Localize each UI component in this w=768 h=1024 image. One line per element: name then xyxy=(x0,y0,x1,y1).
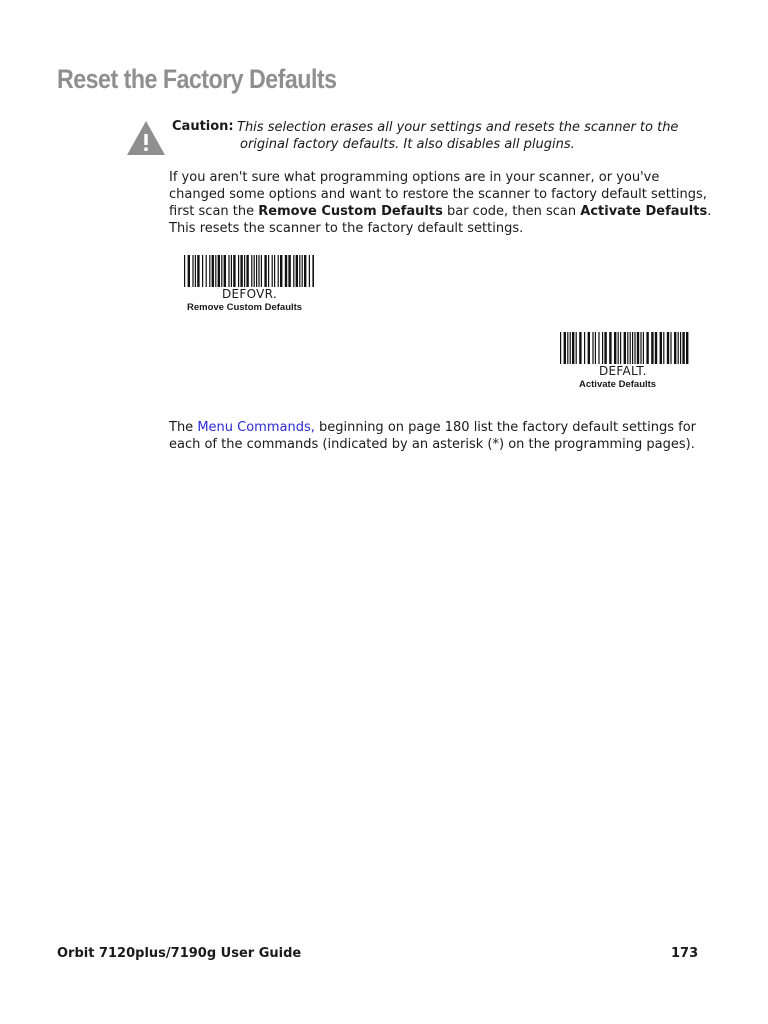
intro-line: This resets the scanner to the factory default settings. xyxy=(169,221,524,236)
barcode-code-text: DEFALT. xyxy=(599,364,647,378)
caution-line: This selection erases all your settings and resets the scanner to the xyxy=(237,120,679,135)
activate-defaults-ref: Activate Defaults xyxy=(580,204,708,219)
page-title: Reset the Factory Defaults xyxy=(57,64,337,94)
menu-note-line: The Menu Commands, beginning on page 180 list the factory default settings for xyxy=(169,420,697,435)
menu-note-line: each of the commands (indicated by an asterisk (*) on the programming pages). xyxy=(169,437,695,452)
menu-commands-paragraph xyxy=(169,419,729,453)
warning-triangle-icon xyxy=(126,120,166,156)
barcode-caption: Remove Custom Defaults xyxy=(187,302,303,313)
barcode-code-text: DEFOVR. xyxy=(222,287,277,301)
caution-text xyxy=(237,119,707,153)
intro-line: If you aren't sure what programming options are in your scanner, or you've xyxy=(169,170,660,185)
footer-guide-title: Orbit 7120plus/7190g User Guide xyxy=(57,946,302,961)
remove-custom-defaults-barcode xyxy=(184,255,314,287)
intro-line: changed some options and want to restore the scanner to factory default settings, xyxy=(169,187,707,202)
caution-label: Caution: xyxy=(172,119,234,134)
caution-line: original factory defaults. It also disables all plugins. xyxy=(240,137,575,152)
intro-paragraph xyxy=(169,169,729,237)
intro-line: first scan the Remove Custom Defaults bar code, then scan Activate Defaults. xyxy=(169,204,712,219)
remove-custom-defaults-ref: Remove Custom Defaults xyxy=(258,204,443,219)
activate-defaults-barcode xyxy=(560,332,689,364)
menu-commands-link[interactable]: Menu Commands, xyxy=(197,420,315,435)
barcode-caption: Activate Defaults xyxy=(579,379,657,390)
footer-page-number: 173 xyxy=(671,946,699,961)
